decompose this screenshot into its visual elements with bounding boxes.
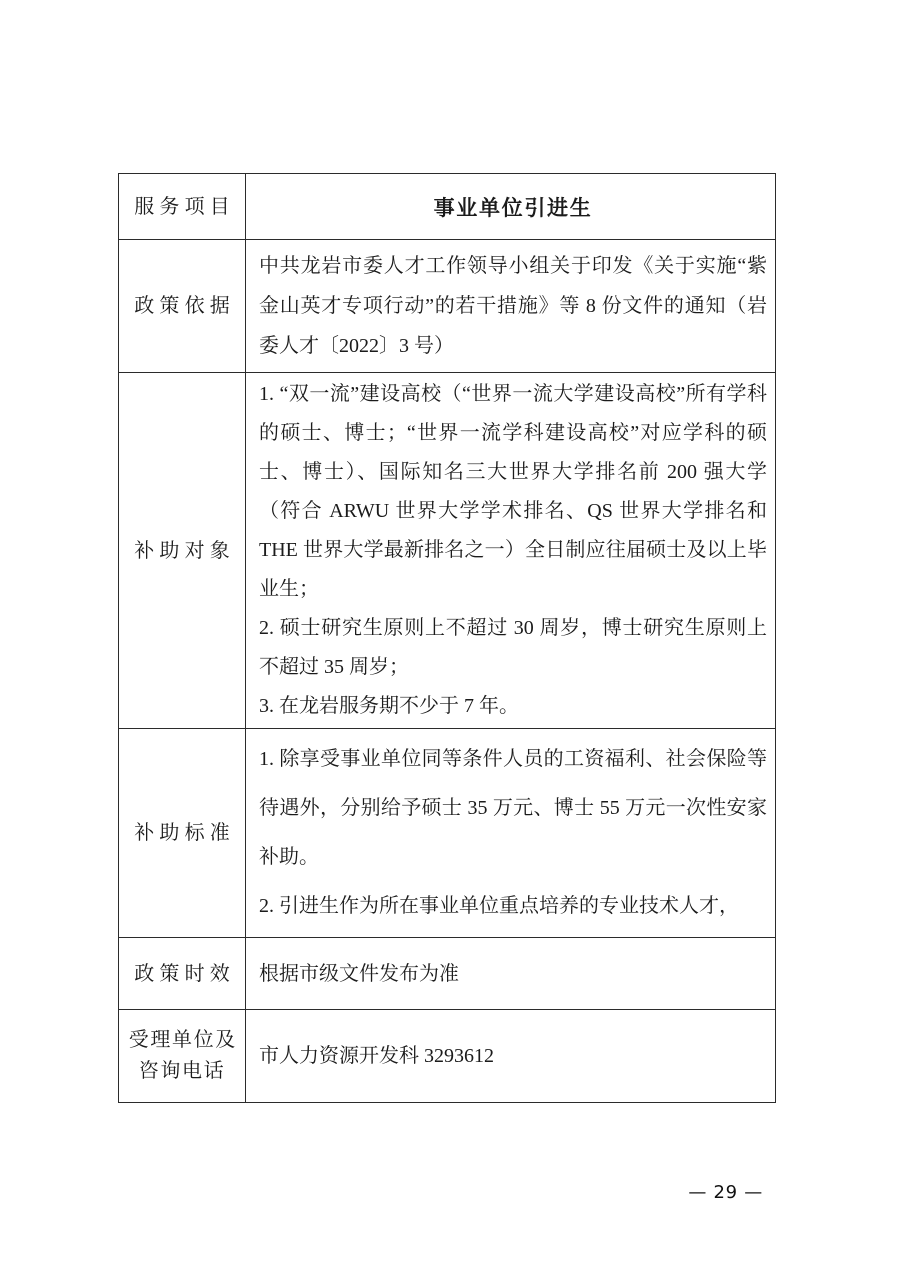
table-row-accepting-unit [119, 1010, 776, 1103]
page-number: — 29 — [688, 1182, 763, 1203]
row-label-policy-basis: 政策依据 [119, 240, 246, 373]
policy-validity-text: 根据市级文件发布为准 [246, 938, 776, 1010]
table-row-subsidy-target [119, 373, 776, 729]
table-row-policy-basis [119, 240, 776, 373]
row-label-policy-validity: 政策时效 [119, 938, 246, 1010]
subsidy-standard-text [246, 729, 776, 938]
subsidy-standard-item-2: 2. 引进生作为所在事业单位重点培养的专业技术人才， [259, 895, 739, 917]
subsidy-target-item-1: 1. “双一流”建设高校（“世界一流大学建设高校”所有学科的硕士、博士；“世界一流学科建设高校”对应学科的硕士、博士）、国际知名三大世界大学排名前 200 强大学（符合 ARWU 世界大学学术排名、QS 世界大学排名和 THE 世界大学最新排名之一）全日制应往届硕士及以上毕业生； [259, 383, 767, 600]
table-row-policy-validity [119, 938, 776, 1010]
table-row-subsidy-standard [119, 729, 776, 938]
row-label-accepting-unit: 受理单位及咨询电话 [119, 1010, 246, 1103]
row-label-service-item: 服务项目 [119, 174, 246, 240]
subsidy-target-text [246, 373, 776, 729]
policy-basis-paragraph: 中共龙岩市委人才工作领导小组关于印发《关于实施“紫金山英才专项行动”的若干措施》等 8 份文件的通知（岩委人才〔2022〕3 号） [259, 255, 767, 357]
policy-table [118, 173, 776, 1103]
subsidy-target-item-2: 2. 硕士研究生原则上不超过 30 周岁，博士研究生原则上不超过 35 周岁； [259, 617, 767, 678]
subsidy-standard-item-1: 1. 除享受事业单位同等条件人员的工资福利、社会保险等待遇外，分别给予硕士 35 万元、博士 55 万元一次性安家补助。 [259, 748, 767, 868]
subsidy-target-item-3: 3. 在龙岩服务期不少于 7 年。 [259, 695, 519, 717]
service-item-title: 事业单位引进生 [246, 174, 776, 240]
table-row-service-item [119, 174, 776, 240]
row-label-subsidy-standard: 补助标准 [119, 729, 246, 938]
accepting-unit-text: 市人力资源开发科 3293612 [246, 1010, 776, 1103]
row-label-subsidy-target: 补助对象 [119, 373, 246, 729]
policy-basis-text [246, 240, 776, 373]
